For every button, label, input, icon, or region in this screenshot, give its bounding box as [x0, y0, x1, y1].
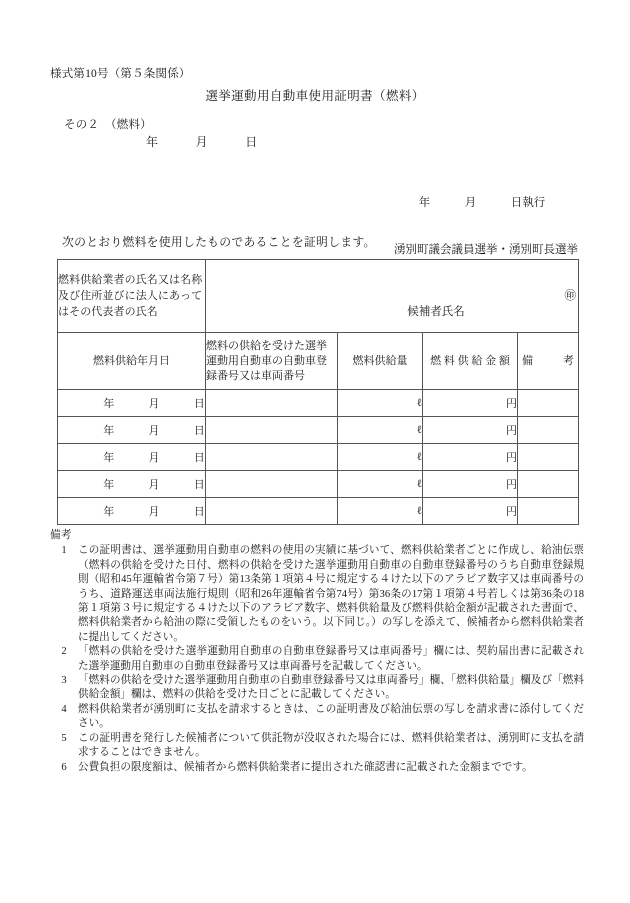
column-header-date: 燃料供給年月日 [58, 333, 206, 390]
table-header-row [58, 333, 579, 390]
candidate-name-label: 候補者氏名 [407, 305, 465, 318]
cell-date[interactable]: 年 月 日 [58, 417, 206, 444]
column-header-quantity: 燃料供給量 [338, 333, 423, 390]
cell-amount[interactable]: 円 [423, 471, 518, 498]
column-header-remarks-left: 備 [522, 354, 533, 367]
cell-quantity[interactable]: ℓ [338, 471, 423, 498]
note-text: 「燃料の供給を受けた選挙運動用自動車の自動車登録番号又は車両番号」欄、「燃料供給量」欄及び「燃料供給金額」欄は、燃料の供給を受けた日ごとに記載してください。 [78, 675, 584, 701]
seal-icon: ㊞ [564, 290, 576, 302]
election-name: 湧別町議会議員選挙・湧別町長選挙 [394, 243, 578, 256]
cell-remarks[interactable] [518, 471, 579, 498]
note-item [50, 674, 584, 703]
cell-registration-number[interactable] [206, 390, 338, 417]
note-item [50, 761, 584, 775]
cell-quantity[interactable]: ℓ [338, 390, 423, 417]
cell-remarks[interactable] [518, 417, 579, 444]
cell-registration-number[interactable] [206, 498, 338, 525]
execution-date: 年 月 日執行 [418, 197, 546, 209]
cell-remarks[interactable] [518, 390, 579, 417]
cell-date[interactable]: 年 月 日 [58, 390, 206, 417]
cell-registration-number[interactable] [206, 417, 338, 444]
supplier-info-label: 燃料供給業者の氏名又は名称及び住所並びに法人にあってはその代表者の氏名 [58, 260, 206, 333]
column-header-registration-number: 燃料の供給を受けた選挙運動用自動車の自動車登録番号又は車両番号 [206, 333, 338, 390]
fuel-supply-table [57, 259, 579, 525]
note-number: 2 [61, 646, 67, 658]
cell-remarks[interactable] [518, 444, 579, 471]
notes-title: 備考 [50, 530, 72, 541]
table-row [58, 471, 579, 498]
note-number: 4 [61, 703, 67, 715]
note-number: 5 [61, 732, 67, 744]
cell-registration-number[interactable] [206, 444, 338, 471]
note-number: 3 [61, 675, 67, 687]
cell-quantity[interactable]: ℓ [338, 444, 423, 471]
note-item [50, 732, 584, 761]
cell-quantity[interactable]: ℓ [338, 417, 423, 444]
note-number: 6 [61, 761, 67, 773]
note-text: この証明書は、選挙運動用自動車の燃料の使用の実績に基づいて、燃料供給業者ごとに作成し、給油伝票（燃料の供給を受けた日付、燃料の供給を受けた選挙運動用自動車の自動車登録番号のうち自動車登録規則（昭和45年運輸省令第７号）第13条第１項第４号に規定する４けた以下のアラビア数字又は車両番号のうち、道路運送車両法施行規則（昭和26年運輸省令第74号）第36条の17第１項第４号若しくは第36条の18第１項第３号に規定する４けた以下のアラビア数字、燃料供給量及び燃料供給金額が記載された書面で、燃料供給業者から給油の際に受領したものをいう。以下同じ。）の写しを添えて、候補者から燃料供給業者に提出してください。 [78, 545, 584, 643]
column-header-remarks-right: 考 [563, 354, 574, 367]
cell-quantity[interactable]: ℓ [338, 498, 423, 525]
date-line: 年 月 日 [146, 135, 258, 149]
supplier-info-row [58, 260, 579, 333]
cell-date[interactable]: 年 月 日 [58, 471, 206, 498]
certification-statement: 次のとおり燃料を使用したものであることを証明します。 [62, 235, 376, 249]
note-text: 「燃料の供給を受けた選挙運動用自動車の自動車登録番号又は車両番号」欄には、契約届出書に記載された選挙運動用自動車の自動車登録番号又は車両番号を記載してください。 [78, 646, 584, 672]
cell-registration-number[interactable] [206, 471, 338, 498]
cell-date[interactable]: 年 月 日 [58, 444, 206, 471]
supplier-info-field[interactable] [206, 260, 579, 333]
note-item [50, 645, 584, 674]
table-row [58, 498, 579, 525]
note-item [50, 544, 584, 645]
notes-section [50, 529, 584, 775]
page-title: 選挙運動用自動車使用証明書（燃料） [205, 89, 425, 103]
cell-amount[interactable]: 円 [423, 390, 518, 417]
table-row [58, 417, 579, 444]
cell-remarks[interactable] [518, 498, 579, 525]
note-number: 1 [61, 545, 67, 557]
table-row [58, 390, 579, 417]
form-subtitle: その２ （燃料） [64, 119, 152, 131]
cell-amount[interactable]: 円 [423, 444, 518, 471]
note-text: 公費負担の限度額は、候補者から燃料供給業者に提出された確認書に記載された金額までです。 [78, 761, 533, 773]
column-header-remarks [518, 333, 579, 390]
note-text: 燃料供給業者が湧別町に支払を請求するときは、この証明書及び給油伝票の写しを請求書に添付してください。 [78, 703, 584, 730]
cell-amount[interactable]: 円 [423, 498, 518, 525]
cell-amount[interactable]: 円 [423, 417, 518, 444]
note-text: この証明書を発行した候補者について供託物が没収された場合には、燃料供給業者は、湧別町に支払を請求することはできません。 [78, 732, 584, 759]
cell-date[interactable]: 年 月 日 [58, 498, 206, 525]
column-header-amount: 燃 料 供 給 金 額 [423, 333, 518, 390]
note-item [50, 703, 584, 732]
table-row [58, 444, 579, 471]
form-number: 様式第10号（第５条関係） [50, 68, 191, 80]
